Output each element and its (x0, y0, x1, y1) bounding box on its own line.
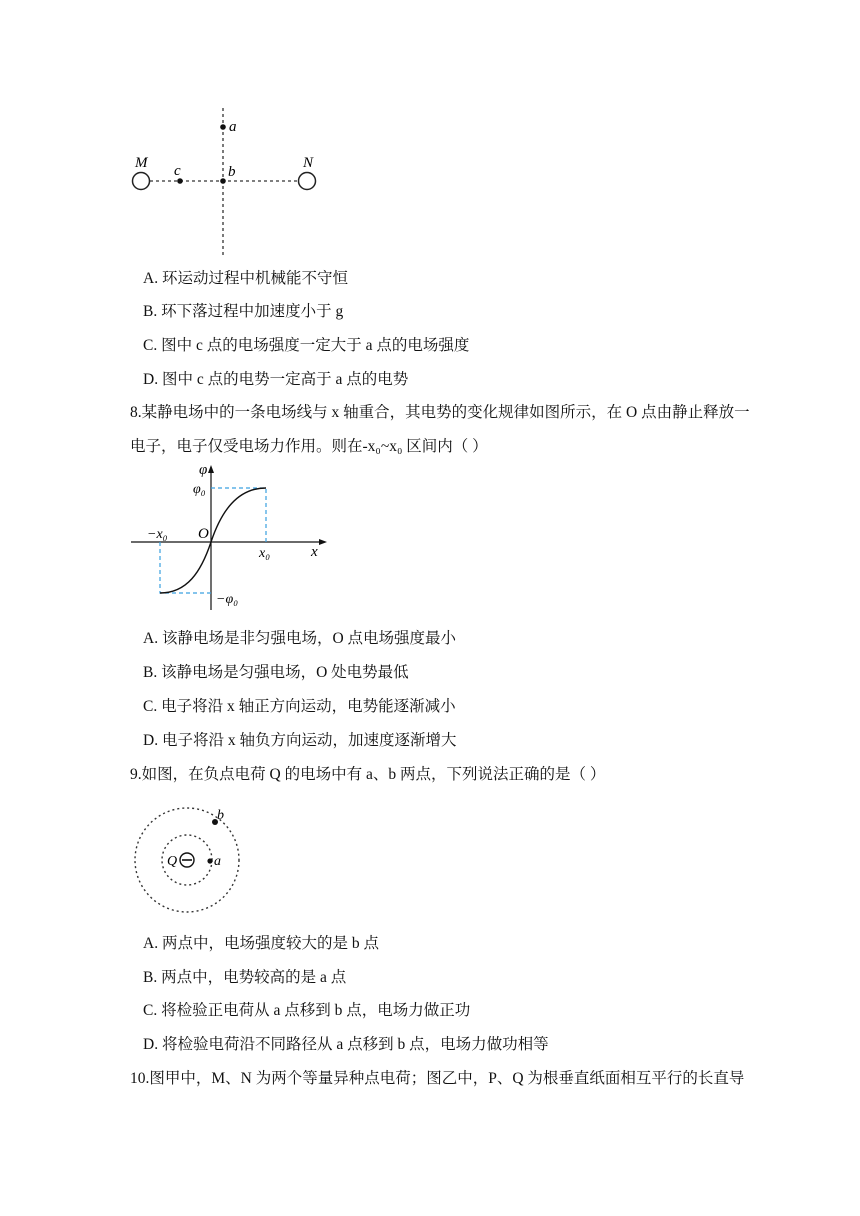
label-n: N (303, 155, 314, 171)
q7-option-a: A. 环运动过程中机械能不守恒 (143, 270, 348, 287)
label-b: b (228, 164, 236, 180)
label-c: c (174, 163, 181, 179)
label-m: M (135, 155, 148, 171)
q7-option-c: C. 图中 c 点的电场强度一定大于 a 点的电场强度 (143, 337, 470, 354)
potential-curve (160, 488, 266, 593)
y-axis-arrow (208, 465, 214, 473)
a-label: a (214, 854, 221, 869)
point-c-dot (177, 178, 183, 184)
q-label: Q (167, 854, 178, 869)
q8-option-b: B. 该静电场是匀强电场，O 处电势最低 (143, 664, 409, 681)
point-charge-figure (130, 800, 260, 925)
point-b-dot (220, 178, 226, 184)
point-a-dot (220, 124, 226, 130)
x0-label: x₀ (259, 546, 271, 561)
q8-option-a: A. 该静电场是非匀强电场，O 点电场强度最小 (143, 630, 457, 647)
potential-graph-figure (125, 460, 335, 615)
q8-stem-line1: 8.某静电场中的一条电场线与 x 轴重合，其电势的变化规律如图所示，在 O 点由静止释放一 (130, 404, 750, 421)
q8-stem-line2: 电子，电子仅受电场力作用。则在-x₀~x₀ 区间内（ ） (130, 438, 488, 455)
charge-n-circle (299, 173, 316, 190)
phi0-guide (211, 488, 266, 542)
q8-option-c: C. 电子将沿 x 轴正方向运动，电势能逐渐减小 (143, 698, 456, 715)
charges-mn-figure (125, 100, 335, 262)
label-a: a (229, 119, 237, 135)
charge-m-circle (133, 173, 150, 190)
q7-option-b: B. 环下落过程中加速度小于 g (143, 303, 344, 320)
b-label: b (217, 808, 224, 823)
point-a-dot (207, 858, 212, 863)
q9-stem: 9.如图，在负点电荷 Q 的电场中有 a、b 两点，下列说法正确的是（ ） (130, 766, 606, 783)
neg-phi0-label: −φ₀ (216, 592, 239, 607)
x-axis-label: x (311, 544, 318, 560)
neg-x0-label: −x₀ (147, 527, 168, 542)
q7-option-d: D. 图中 c 点的电势一定高于 a 点的电势 (143, 371, 409, 388)
q8-option-d: D. 电子将沿 x 轴负方向运动，加速度逐渐增大 (143, 732, 457, 749)
origin-label: O (198, 526, 209, 542)
q9-option-a: A. 两点中，电场强度较大的是 b 点 (143, 935, 379, 952)
q9-option-b: B. 两点中，电势较高的是 a 点 (143, 969, 347, 986)
q9-option-c: C. 将检验正电荷从 a 点移到 b 点，电场力做正功 (143, 1002, 471, 1019)
phi0-label: φ₀ (193, 482, 206, 497)
q10-stem: 10.图甲中，M、N 为两个等量异种点电荷；图乙中，P、Q 为根垂直纸面相互平行的长直导 (130, 1070, 745, 1087)
x-axis-arrow (319, 539, 327, 545)
q9-option-d: D. 将检验电荷沿不同路径从 a 点移到 b 点，电场力做功相等 (143, 1036, 549, 1053)
y-axis-label: φ (199, 462, 208, 478)
